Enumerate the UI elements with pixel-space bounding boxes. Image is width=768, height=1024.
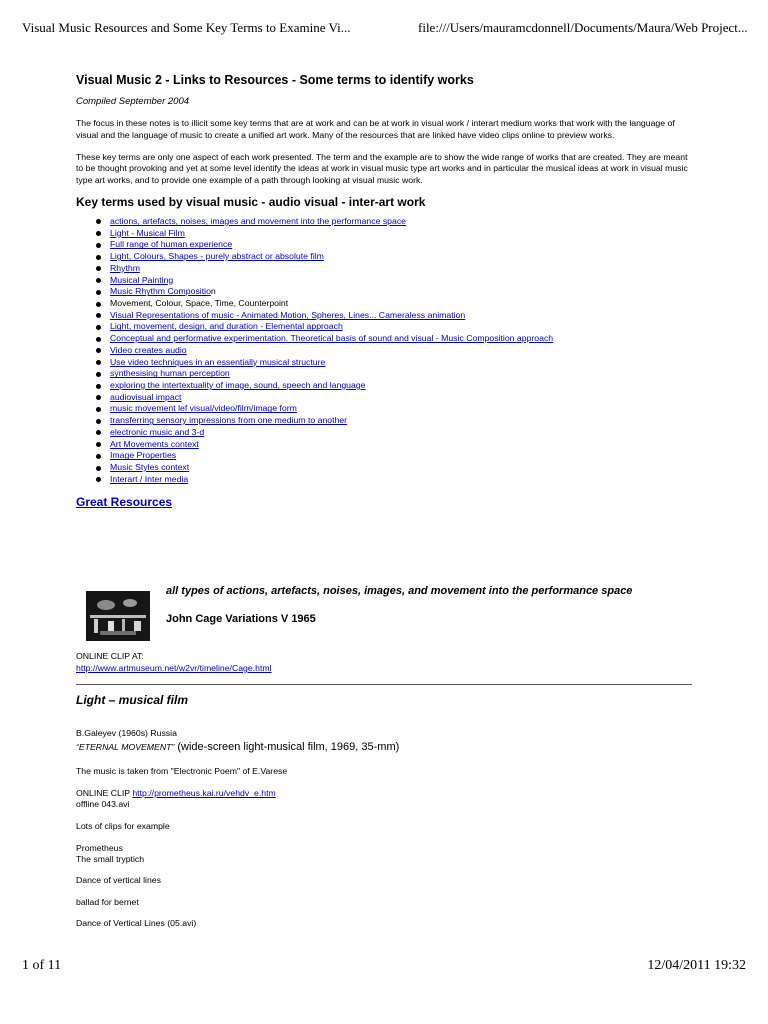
key-term-link[interactable]: Light, Colours, Shapes - purely abstract or absolute film (110, 251, 324, 262)
key-term-link[interactable]: Interart / Inter media (110, 473, 189, 484)
key-term-item (96, 345, 692, 357)
key-term-item (96, 392, 692, 404)
clip-prometheus: Prometheus (76, 843, 123, 853)
key-term-link[interactable]: Image Properties (110, 450, 177, 461)
offline-file: offline 043.avi (76, 799, 130, 809)
key-term-item (96, 286, 692, 298)
intro-paragraph-1: The focus in these notes is to illicit some key terms that are at work and can be at work in visual work / interart medium works that work with the language of visual and the language of music to create a unified art work. Many of the resources that are linked have video clips online to preview works. (76, 118, 675, 140)
key-term-link[interactable]: music movement lef visual/video/film/image form (110, 403, 297, 414)
key-term-item (96, 239, 692, 251)
key-term-link[interactable]: Conceptual and performative experimentation. Theoretical basis of sound and visual - Music Composition approach (110, 333, 554, 344)
prometheus-clip-link[interactable]: http://prometheus.kai.ru/vehdv_e.htm (132, 788, 276, 798)
key-term-item (96, 333, 692, 345)
great-resources-link-wrap (76, 495, 692, 510)
key-terms-list (76, 216, 692, 486)
eternal-movement-title: “ETERNAL MOVEMENT” (76, 742, 175, 752)
key-term-link[interactable]: synthesising human perception (110, 368, 230, 379)
key-term-item (96, 321, 692, 333)
key-term-link[interactable]: Video creates audio (110, 344, 187, 355)
cage-clip-link-wrap (76, 663, 272, 673)
clip-dance-file: Dance of Vertical Lines (05.avi) (76, 918, 197, 928)
clip-dance-vertical-lines: Dance of vertical lines (76, 875, 161, 885)
key-term-link[interactable]: Musical Painting (110, 274, 174, 285)
key-term-link[interactable]: Rhythm (110, 262, 140, 273)
key-term-link[interactable]: transferring sensory impressions from one medium to another (110, 415, 348, 426)
online-clip-label-2: ONLINE CLIP (76, 788, 133, 798)
compiled-date: Compiled September 2004 (76, 96, 190, 107)
eternal-movement-desc: (wide-screen light-musical film, 1969, 35-mm) (174, 741, 400, 753)
print-footer-datetime: 12/04/2011 19:32 (647, 958, 746, 973)
key-term-text: n (210, 286, 216, 297)
key-term-item (96, 263, 692, 275)
key-term-item (96, 415, 692, 427)
key-term-item (96, 439, 692, 451)
key-term-link[interactable]: Music Rhythm Compositio (110, 286, 211, 297)
lots-of-clips: Lots of clips for example (76, 821, 170, 831)
section-light-heading: Light – musical film (76, 693, 189, 707)
key-term-link[interactable]: Art Movements context (110, 438, 199, 449)
section-divider (76, 684, 692, 685)
key-term-item (96, 357, 692, 369)
key-term-link[interactable]: Full range of human experience (110, 239, 233, 250)
key-term-link[interactable]: Light - Musical Film (110, 227, 185, 238)
page-title: Visual Music 2 - Links to Resources - Some terms to identify works (76, 73, 474, 87)
document-body (76, 72, 692, 510)
key-term-item (96, 298, 692, 310)
key-term-item (96, 427, 692, 439)
prometheus-clip-line (76, 788, 276, 799)
galeyev-artist: B.Galeyev (1960s) Russia (76, 728, 177, 738)
key-term-item (96, 251, 692, 263)
key-term-link[interactable]: electronic music and 3-d (110, 426, 205, 437)
online-clip-label: ONLINE CLIP AT: (76, 651, 144, 661)
clip-small-triptych: The small tryptich (76, 854, 145, 864)
cage-variations-thumbnail (86, 591, 150, 641)
music-note: The music is taken from "Electronic Poem" of E.Varese (76, 766, 288, 776)
key-term-item (96, 474, 692, 486)
key-term-item (96, 368, 692, 380)
print-header-title: Visual Music Resources and Some Key Terms to Examine Vi... (22, 20, 351, 35)
key-term-link[interactable]: Visual Representations of music - Animated Motion, Spheres, Lines... Cameraless animation (110, 309, 466, 320)
great-resources-link[interactable]: Great Resources (76, 494, 173, 509)
key-term-link[interactable]: Music Styles context (110, 462, 190, 473)
key-term-item (96, 450, 692, 462)
key-term-link[interactable]: Use video techniques in an essentially musical structure (110, 356, 326, 367)
key-term-item (96, 216, 692, 228)
key-term-link[interactable]: exploring the intertextuality of image, sound, speech and language (110, 380, 366, 391)
print-footer-page: 1 of 11 (22, 958, 62, 973)
eternal-movement-line (76, 742, 399, 753)
clip-ballad-for-bernet: ballad for bernet (76, 897, 139, 907)
intro-paragraph-2: These key terms are only one aspect of each work presented. The term and the example are to show the wide range of works that are created. They are meant to be thought provoking and yet at some level identify the ideas at work in visual music type art works and in particular the musical ideas at work in visual music type art works, and to provide one example of a path through looking at visual music work. (76, 151, 688, 186)
key-term-item (96, 380, 692, 392)
key-terms-heading: Key terms used by visual music - audio visual - inter-art work (76, 194, 426, 209)
key-term-item (96, 310, 692, 322)
key-term-text: Movement, Colour, Space, Time, Counterpoint (110, 298, 289, 309)
key-term-item (96, 462, 692, 474)
key-term-item (96, 403, 692, 415)
key-term-link[interactable]: Light, movement, design, and duration - Elemental approach (110, 321, 343, 332)
key-term-link[interactable]: actions, artefacts, noises, images and movement into the performance space (110, 215, 407, 226)
cage-clip-link[interactable]: http://www.artmuseum.net/w2vr/timeline/Cage.html (76, 663, 272, 673)
section-actions-heading: all types of actions, artefacts, noises, images, and movement into the performance space (166, 585, 633, 597)
print-header-url: file:///Users/mauramcdonnell/Documents/Maura/Web Project... (418, 20, 748, 35)
key-term-item (96, 275, 692, 287)
key-term-link[interactable]: audiovisual impact (110, 391, 182, 402)
key-term-item (96, 228, 692, 240)
cage-work-title: John Cage Variations V 1965 (166, 613, 316, 625)
